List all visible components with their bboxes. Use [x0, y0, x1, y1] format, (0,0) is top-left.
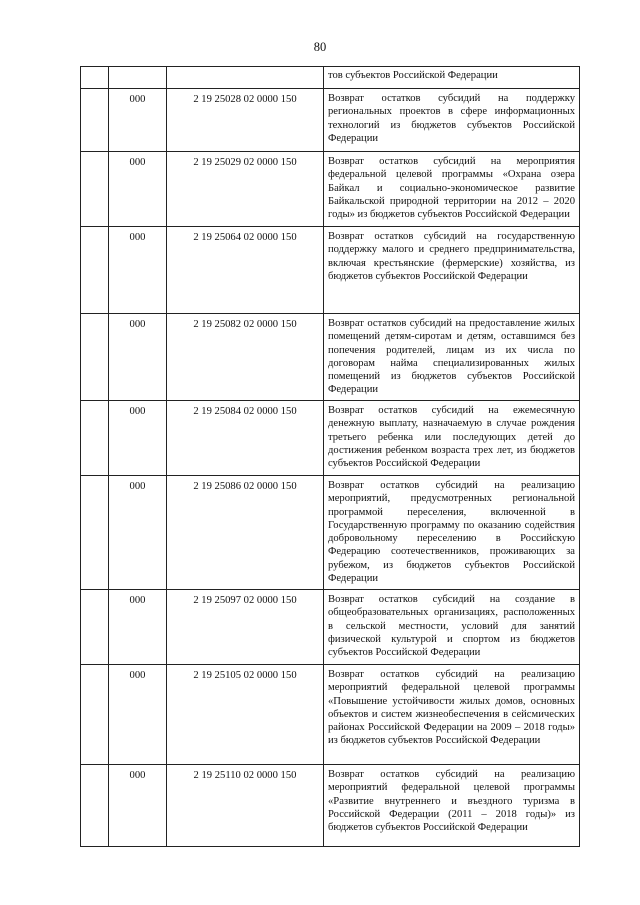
table-row — [81, 590, 580, 665]
budget-code-cell: 2 19 25110 02 0000 150 — [167, 765, 324, 847]
description-cell: Возврат остатков субсидий на реализацию мероприятий федеральной целевой программы «Повышение устойчивости жилых домов, основных объектов и систем жизнеобеспечения в сейсмических районах Российской Федерации на 2009 – 2018 годы» из бюджетов субъектов Российской Федерации — [324, 665, 580, 765]
table-row — [81, 314, 580, 401]
description-cell: Возврат остатков субсидий на реализацию мероприятий, предусмотренных региональной программой переселения, включенной в Государственную программу по оказанию содействия добровольному переселению в Российскую Федерацию соотечественников, проживающих за рубежом, из бюджетов субъектов Российской Федерации — [324, 476, 580, 590]
table-row — [81, 152, 580, 227]
budget-code-cell: 2 19 25029 02 0000 150 — [167, 152, 324, 227]
budget-code-cell: 2 19 25064 02 0000 150 — [167, 227, 324, 314]
admin-code-cell: 000 — [109, 401, 167, 476]
table-row — [81, 765, 580, 847]
table-row-continuation — [81, 67, 580, 89]
description-cell: Возврат остатков субсидий на создание в общеобразовательных организациях, расположенных в сельской местности, условий для занятий физической культурой и спортом из бюджетов субъектов Российской Федерации — [324, 590, 580, 665]
description-cell: тов субъектов Российской Федерации — [324, 67, 580, 89]
description-cell: Возврат остатков субсидий на реализацию мероприятий федеральной целевой программы «Развитие внутреннего и въездного туризма в Российской Федерации (2011 – 2018 годы)» из бюджетов субъектов Российской Федерации — [324, 765, 580, 847]
description-cell: Возврат остатков субсидий на государственную поддержку малого и среднего предпринимательства, включая крестьянские (фермерские) хозяйства, из бюджетов субъектов Российской Федерации — [324, 227, 580, 314]
budget-code-cell: 2 19 25082 02 0000 150 — [167, 314, 324, 401]
admin-code-cell: 000 — [109, 476, 167, 590]
admin-code-cell: 000 — [109, 152, 167, 227]
table-row — [81, 227, 580, 314]
admin-code-cell: 000 — [109, 765, 167, 847]
empty-cell — [81, 765, 109, 847]
description-cell: Возврат остатков субсидий на поддержку региональных проектов в сфере информационных технологий из бюджетов субъектов Российской Федерации — [324, 89, 580, 152]
table-row — [81, 476, 580, 590]
budget-code-cell: 2 19 25028 02 0000 150 — [167, 89, 324, 152]
description-cell: Возврат остатков субсидий на предоставление жилых помещений детям-сиротам и детям, оставшимся без попечения родителей, лицам из их числа по договорам найма специализированных жилых помещений из бюджетов субъектов Российской Федерации — [324, 314, 580, 401]
admin-code-cell: 000 — [109, 665, 167, 765]
empty-cell — [81, 89, 109, 152]
empty-cell — [81, 314, 109, 401]
empty-cell — [81, 227, 109, 314]
empty-cell — [81, 401, 109, 476]
table-row — [81, 89, 580, 152]
table-row — [81, 665, 580, 765]
empty-cell — [81, 152, 109, 227]
revenue-codes-table — [80, 66, 580, 847]
admin-code-cell: 000 — [109, 314, 167, 401]
admin-code-cell: 000 — [109, 89, 167, 152]
empty-cell — [81, 476, 109, 590]
description-cell: Возврат остатков субсидий на ежемесячную денежную выплату, назначаемую в случае рождения третьего ребенка или последующих детей до достижения ребенком возраста трех лет, из бюджетов субъектов Российской Федерации — [324, 401, 580, 476]
empty-cell — [81, 590, 109, 665]
empty-cell — [81, 665, 109, 765]
admin-code-cell: 000 — [109, 227, 167, 314]
page-number: 80 — [313, 40, 327, 54]
budget-code-cell: 2 19 25084 02 0000 150 — [167, 401, 324, 476]
description-cell: Возврат остатков субсидий на мероприятия федеральной целевой программы «Охрана озера Байкал и социально-экономическое развитие Байкальской природной территории на 2012 – 2020 годы» из бюджетов субъектов Российской Федерации — [324, 152, 580, 227]
admin-code-cell — [109, 67, 167, 89]
empty-cell — [81, 67, 109, 89]
budget-code-cell: 2 19 25086 02 0000 150 — [167, 476, 324, 590]
table-row — [81, 401, 580, 476]
budget-code-cell — [167, 67, 324, 89]
admin-code-cell: 000 — [109, 590, 167, 665]
budget-code-cell: 2 19 25105 02 0000 150 — [167, 665, 324, 765]
budget-code-cell: 2 19 25097 02 0000 150 — [167, 590, 324, 665]
